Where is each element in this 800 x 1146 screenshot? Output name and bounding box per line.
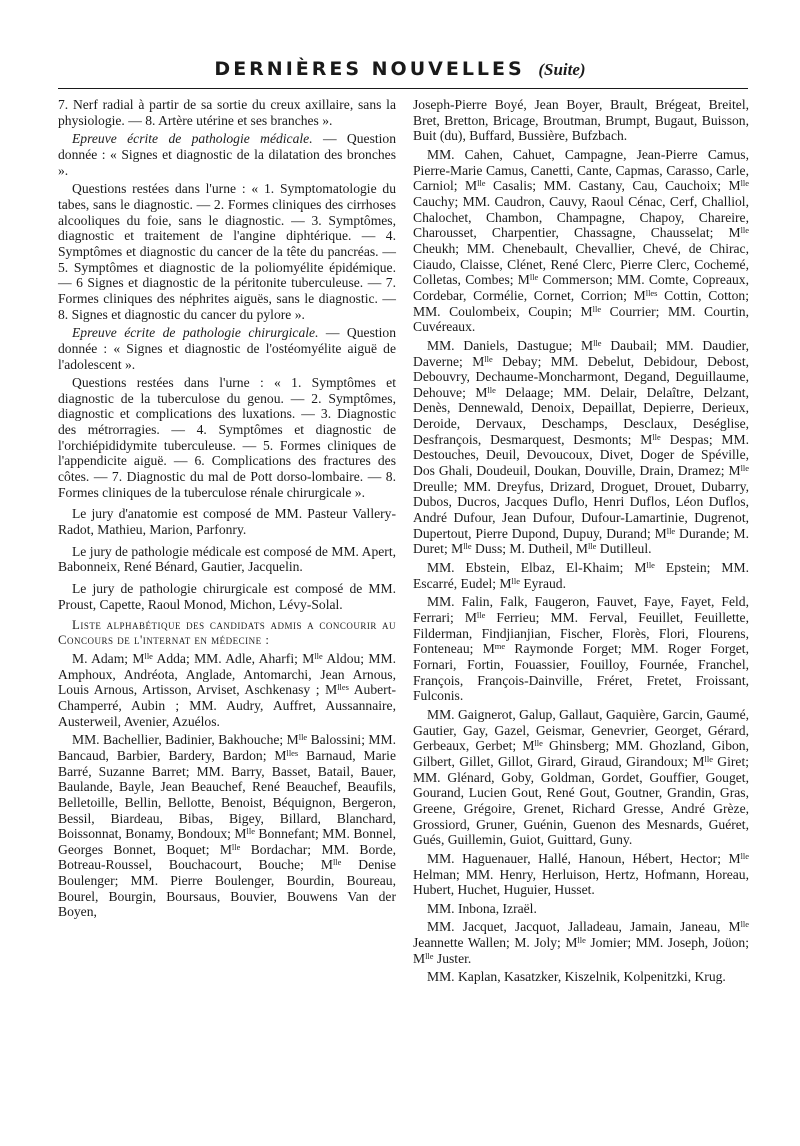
candidates-i: MM. Inbona, Izraël. bbox=[427, 900, 537, 916]
section-text: — Question donnée : « Signes et diagnostic de l'ostéomyélite aiguë de l'adolescent ». bbox=[58, 325, 397, 372]
section-title: Epreuve écrite de pathologie médicale. bbox=[72, 131, 313, 147]
paragraph: 7. Nerf radial à partir de sa sortie du creux axillaire, sans la physiologie. — 8. Artère utérine et ses branches ». bbox=[58, 97, 396, 128]
paragraph: Questions restées dans l'urne : « 1. Symptômes et diagnostic de la tuberculose du genou. — 2. Symptômes, diagnostic et complications des luxations. — 3. Diagnostic des métrorragies. — 4. Symptômes et diagnostic de l'orchiépididymite tuberculeuse. — 5. Formes cliniques de l'appendicite aiguë. — 6. Complications des fractures des côtes. — 7. Diagnostic du mal de Pott dorso-lombaire. — 8. Formes cliniques de la tuberculose rénale chirurgicale ». bbox=[58, 375, 396, 500]
header-title: DERNIÈRES NOUVELLES bbox=[214, 58, 525, 80]
candidates-a: M. Adam; $M^{lle}$ Adda; MM. Adle, Aharfi; $M^{lle}$ Aldou; MM. Amphoux, Andréota, Anglade, Antomarchi, Jean Arnous, Louis Arnous, Artisson, Arviset, Aschkenasy ; $M^{lles}$ Aubert-Champerré, Aubin ; MM. Audry, Auffret, Aussannaire, Austerweil, Avenier, Azuélos. bbox=[58, 650, 396, 729]
paragraph-question-medicale bbox=[58, 131, 396, 178]
candidates-b: MM. Bachellier, Badinier, Bakhouche; $M^{lle}$ Balossini; MM. Bancaud, Barbier, Bardery, Bardon; $M^{lles}$ Barnaud, Marie Barré, Suzanne Barret; MM. Barry, Basset, Batail, Bauer, Baulande, Bayle, Jean Beauchef, René Beauchef, Beaufils, Belletoille, Bellin, Bellotte, Benoist, Béquignon, Bergeron, Bessil, Biardeau, Bibas, Bigey, Billard, Blanchard, Boissonnat, Bonamy, Bondoux; $M^{lle}$ Bonnefant; MM. Bonnel, Georges Bonnet, Boquet; $M^{lle}$ Bordachar; MM. Borde, Botreau-Roussel, Bouchacourt, Bouche; $M^{lle}$ Denise Boulenger; MM. Pierre Boulenger, Bourdin, Boureau, Bourel, Bourgin, Boursaus, Bouvier, Bouwens Van der Boyen, bbox=[58, 732, 397, 920]
candidates-e: MM. Ebstein, Elbaz, El-Khaim; $M^{lle}$ Epstein; MM. Escarré, Eudel; $M^{lle}$ Eyraud. bbox=[413, 559, 749, 591]
paragraph-jury: Le jury de pathologie médicale est composé de MM. Apert, Babonneix, René Bénard, Gautier, Jacquelin. bbox=[58, 543, 396, 575]
paragraph: Questions restées dans l'urne : « 1. Symptomatologie du tabes, sans le diagnostic. — 2. Formes cliniques des cirrhoses alcooliques du foie, sans le diagnostic. — 3. Symptômes, diagnostic et traitement de l'angine diphtérique. — 4. Symptômes et diagnostic du cancer de la tête du pancréas. — 5. Symptômes et diagnostic de la poliomyélite épidémique. — 6 Signes et diagnostic de la péritonite tuberculeuse. — 7. Formes cliniques des néphrites aiguës, sans le diagnostic. — 8. Signes et diagnostic du cancer du pylore ». bbox=[58, 181, 396, 322]
header-suite: (Suite) bbox=[538, 60, 586, 79]
list-heading: Liste alphabétique des candidats admis a concourir au Concours de l'internat en médecine : bbox=[58, 618, 396, 648]
candidates-k: MM. Kaplan, Kasatzker, Kiszelnik, Kolpenitzki, Krug. bbox=[427, 969, 726, 985]
candidates-g: MM. Gaignerot, Galup, Gallaut, Gaquière, Garcin, Gaumé, Gautier, Gay, Gazel, Geismar, Genevrier, Georget, Gérard, Gerbeaux, Gerbet; $M^{lle}$ Ghinsberg; MM. Ghozland, Gibon, Gilbert, Gillet, Gillot, Girard, Giraud, Girandoux; $M^{lle}$ Giret; MM. Glénard, Goby, Goldman, Gordet, Gouffier, Gouget, Gourand, Lucien Gout, René Gout, Goutner, Grandin, Gras, Greene, Grégoire, Grenet, Richard Gresse, André Grèze, Grossiord, Gruner, Guénin, Guenon des Mesnards, Guéret, Gués, Guillemin, Guiot, Guittard, Guny. bbox=[413, 706, 749, 848]
paragraph-jury: Le jury d'anatomie est composé de MM. Pasteur Vallery-Radot, Mathieu, Marion, Parfonry. bbox=[58, 506, 396, 538]
section-title: Epreuve écrite de pathologie chirurgicale. bbox=[72, 325, 319, 341]
section-text: — Question donnée : « Signes et diagnostic de la dilatation des bronches ». bbox=[58, 131, 397, 178]
candidates-c: MM. Cahen, Cahuet, Campagne, Jean-Pierre Camus, Pierre-Marie Camus, Canetti, Cante, Capmas, Carasso, Carle, Carniol; $M^{lle}$ Casalis; MM. Castany, Cau, Cauchoix; $M^{lle}$ Cauchy; MM. Caudron, Cauvy, Raoul Cénac, Cerf, Challiol, Chalochet, Chambon, Champagne, Chapoy, Chareire, Charousset, Charpentier, Chassagne, Chausselat; $M^{lle}$ Cheukh; MM. Chenebault, Chevallier, Chevé, de Chirac, Ciaudo, Claisse, Clénet, René Clerc, Pierre Clerc, Cochemé, Colletas, Combes; $M^{lle}$ Commerson; MM. Comte, Copreaux, Cordebar, Cormélie, Cornet, Corrion; $M^{lles}$ Cottin, Cotton; MM. Coulombeix, Coupin; $M^{lle}$ Courrier; MM. Courtin, Cuvéreaux. bbox=[413, 146, 749, 335]
candidates-h: MM. Haguenauer, Hallé, Hanoun, Hébert, Hector; $M^{lle}$ Helman; MM. Henry, Herluison, Hertz, Hofmann, Horeau, Hubert, Huchet, Huguier, Husset. bbox=[413, 850, 749, 898]
candidates-b-cont: Joseph-Pierre Boyé, Jean Boyer, Brault, Brégeat, Breitel, Bret, Bretton, Bricage, Broutman, Brumpt, Bugaut, Buisson, Buit (du), Buffard, Bussière, Bufzbach. bbox=[413, 97, 749, 144]
left-column bbox=[58, 97, 396, 923]
header-rule bbox=[58, 88, 748, 89]
candidates-j: MM. Jacquet, Jacquot, Jalladeau, Jamain, Janeau, $M^{lle}$ Jeannette Wallen; M. Joly; $M^{lle}$ Jomier; MM. Joseph, Joüon; $M^{lle}$ Juster. bbox=[413, 919, 749, 966]
page-header bbox=[0, 58, 800, 80]
paragraph-jury: Le jury de pathologie chirurgicale est composé de MM. Proust, Capette, Raoul Monod, Michon, Lévy-Solal. bbox=[58, 581, 396, 612]
paragraph-question-chirurgicale bbox=[58, 325, 396, 372]
candidates-f: MM. Falin, Falk, Faugeron, Fauvet, Faye, Fayet, Feld, Ferrari; $M^{lle}$ Ferrieu; MM. Ferval, Feuillet, Feuillette, Filderman, Findjianjian, Fischer, Florès, Flori, Flourens, Fonteneau; $M^{me}$ Raymonde Forget; MM. Roger Forget, Fornari, Fortin, Fouassier, Fouilloy, Fournée, Franchel, François, François-Dainville, Fréret, Fretet, Froissant, Fulconis. bbox=[413, 594, 749, 704]
candidates-d: MM. Daniels, Dastugue; $M^{lle}$ Daubail; MM. Daudier, Daverne; $M^{lle}$ Debay; MM. Debelut, Debidour, Debost, Debouvry, Dechaume-Moncharmont, Degand, Deguillaume, Dehouve; $M^{lle}$ Delaage; MM. Delair, Delaître, Delzant, Denès, Dennewald, Denoix, Depaillat, Depierre, Derieux, Deroide, Dervaux, Deschamps, Desclaux, Deséglise, Desfrançois, Desmarquest, Desmonts; $M^{lle}$ Despas; MM. Destouches, Deuil, Devoucoux, Divet, Doger de Spéville, Dos Ghali, Doudeuil, Doukan, Douville, Drain, Dramez; $M^{lle}$ Dreulle; MM. Dreyfus, Drizard, Droguet, Drouet, Dubarry, Dubos, Ducros, Jacques Duflo, Henri Duflos, Léon Duflos, André Dufour, Jean Dufour, Dufour-Lamartinie, Dugrenot, Dupertout, Pierre Dupond, Dupuy, Durand; $M^{lle}$ Durande; M. Duret; $M^{lle}$ Duss; M. Dutheil, $M^{lle}$ Dutilleul. bbox=[413, 337, 749, 557]
right-column bbox=[413, 97, 749, 988]
